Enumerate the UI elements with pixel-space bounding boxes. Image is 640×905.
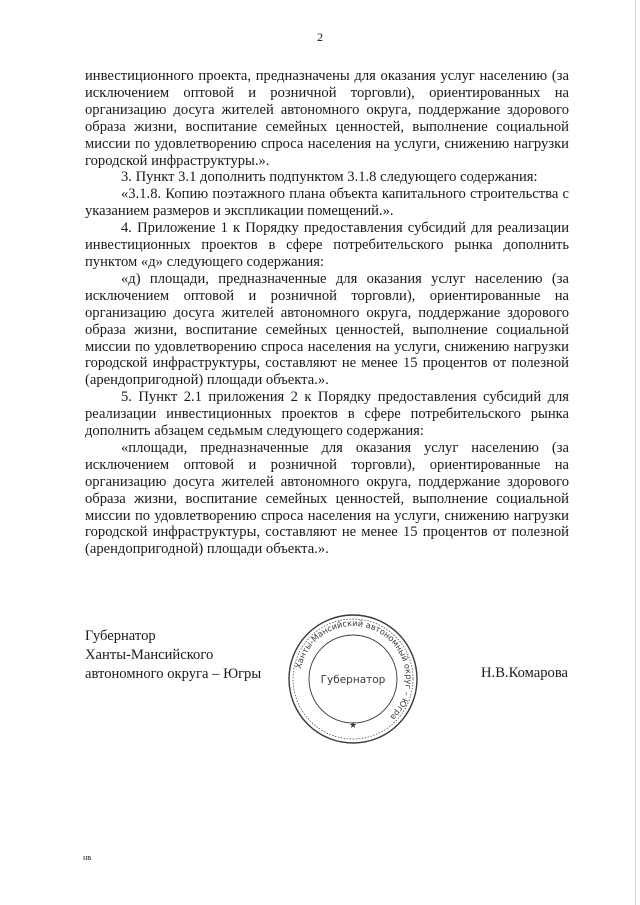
seal-center-text: Губернатор xyxy=(320,674,386,686)
paragraph-item-4: 4. Приложение 1 к Порядку предоставления субсидий для реализации инвестиционных проектов в сфере потребительского рынка дополнить пунктом «д» следующего содержания: xyxy=(85,220,569,270)
page-number: 2 xyxy=(317,30,323,44)
paragraph-item-3-1-8: «3.1.8. Копию поэтажного плана объекта капитального строительства с указанием размеров и экспликации помещений.». xyxy=(85,186,569,220)
footer-initials-mark: нв xyxy=(83,853,92,862)
signatory-title-line-3: автономного округа – Югры xyxy=(85,666,262,682)
seal-star-icon: ★ xyxy=(348,721,358,731)
paragraph-item-3: 3. Пункт 3.1 дополнить подпунктом 3.1.8 следующего содержания: xyxy=(121,169,538,186)
document-body xyxy=(85,68,569,558)
paragraph-continuation: инвестиционного проекта, предназначены для оказания услуг населению (за исключением оптовой и розничной торговли), ориентированных на организацию досуга жителей автономного округа, поддержание здорового образа жизни, воспитание семейных ценностей, выполнение социальной миссии по удовлетворению спроса населения на услуги, снижению нагрузки городской инфраструктуры.». xyxy=(85,68,569,169)
official-seal-stamp xyxy=(286,612,420,746)
signatory-name: Н.В.Комарова xyxy=(481,665,568,681)
signatory-title-line-2: Ханты-Мансийского xyxy=(85,647,214,663)
paragraph-item-5: 5. Пункт 2.1 приложения 2 к Порядку предоставления субсидий для реализации инвестиционных проектов в сфере потребительского рынка дополнить абзацем седьмым следующего содержания: xyxy=(85,389,569,440)
paragraph-item-5-quote: «площади, предназначенные для оказания услуг населению (за исключением оптовой и розничной торговли), ориентированные на организацию досуга жителей автономного округа, поддержание здорового образа жизни, воспитание семейных ценностей, выполнение социальной миссии по удовлетворению спроса населения на услуги, снижению нагрузки городской инфраструктуры, составляют не менее 15 процентов от полезной (арендопригодной) площади объекта.». xyxy=(85,439,569,558)
paragraph-item-4-d: «д) площади, предназначенные для оказания услуг населению (за исключением оптовой и розничной торговли), ориентированные на организацию досуга жителей автономного округа, поддержание здорового образа жизни, воспитание семейных ценностей, выполнение социальной миссии по удовлетворению спроса населения на услуги, снижению нагрузки городской инфраструктуры, составляют не менее 15 процентов от полезной (арендопригодной) площади объекта.». xyxy=(85,270,569,389)
signatory-title xyxy=(85,627,261,684)
seal-outer-text: Ханты-Мансийский автономный округ – Югра xyxy=(293,617,415,723)
signatory-title-line-1: Губернатор xyxy=(85,628,156,644)
scan-edge-line xyxy=(635,0,636,905)
